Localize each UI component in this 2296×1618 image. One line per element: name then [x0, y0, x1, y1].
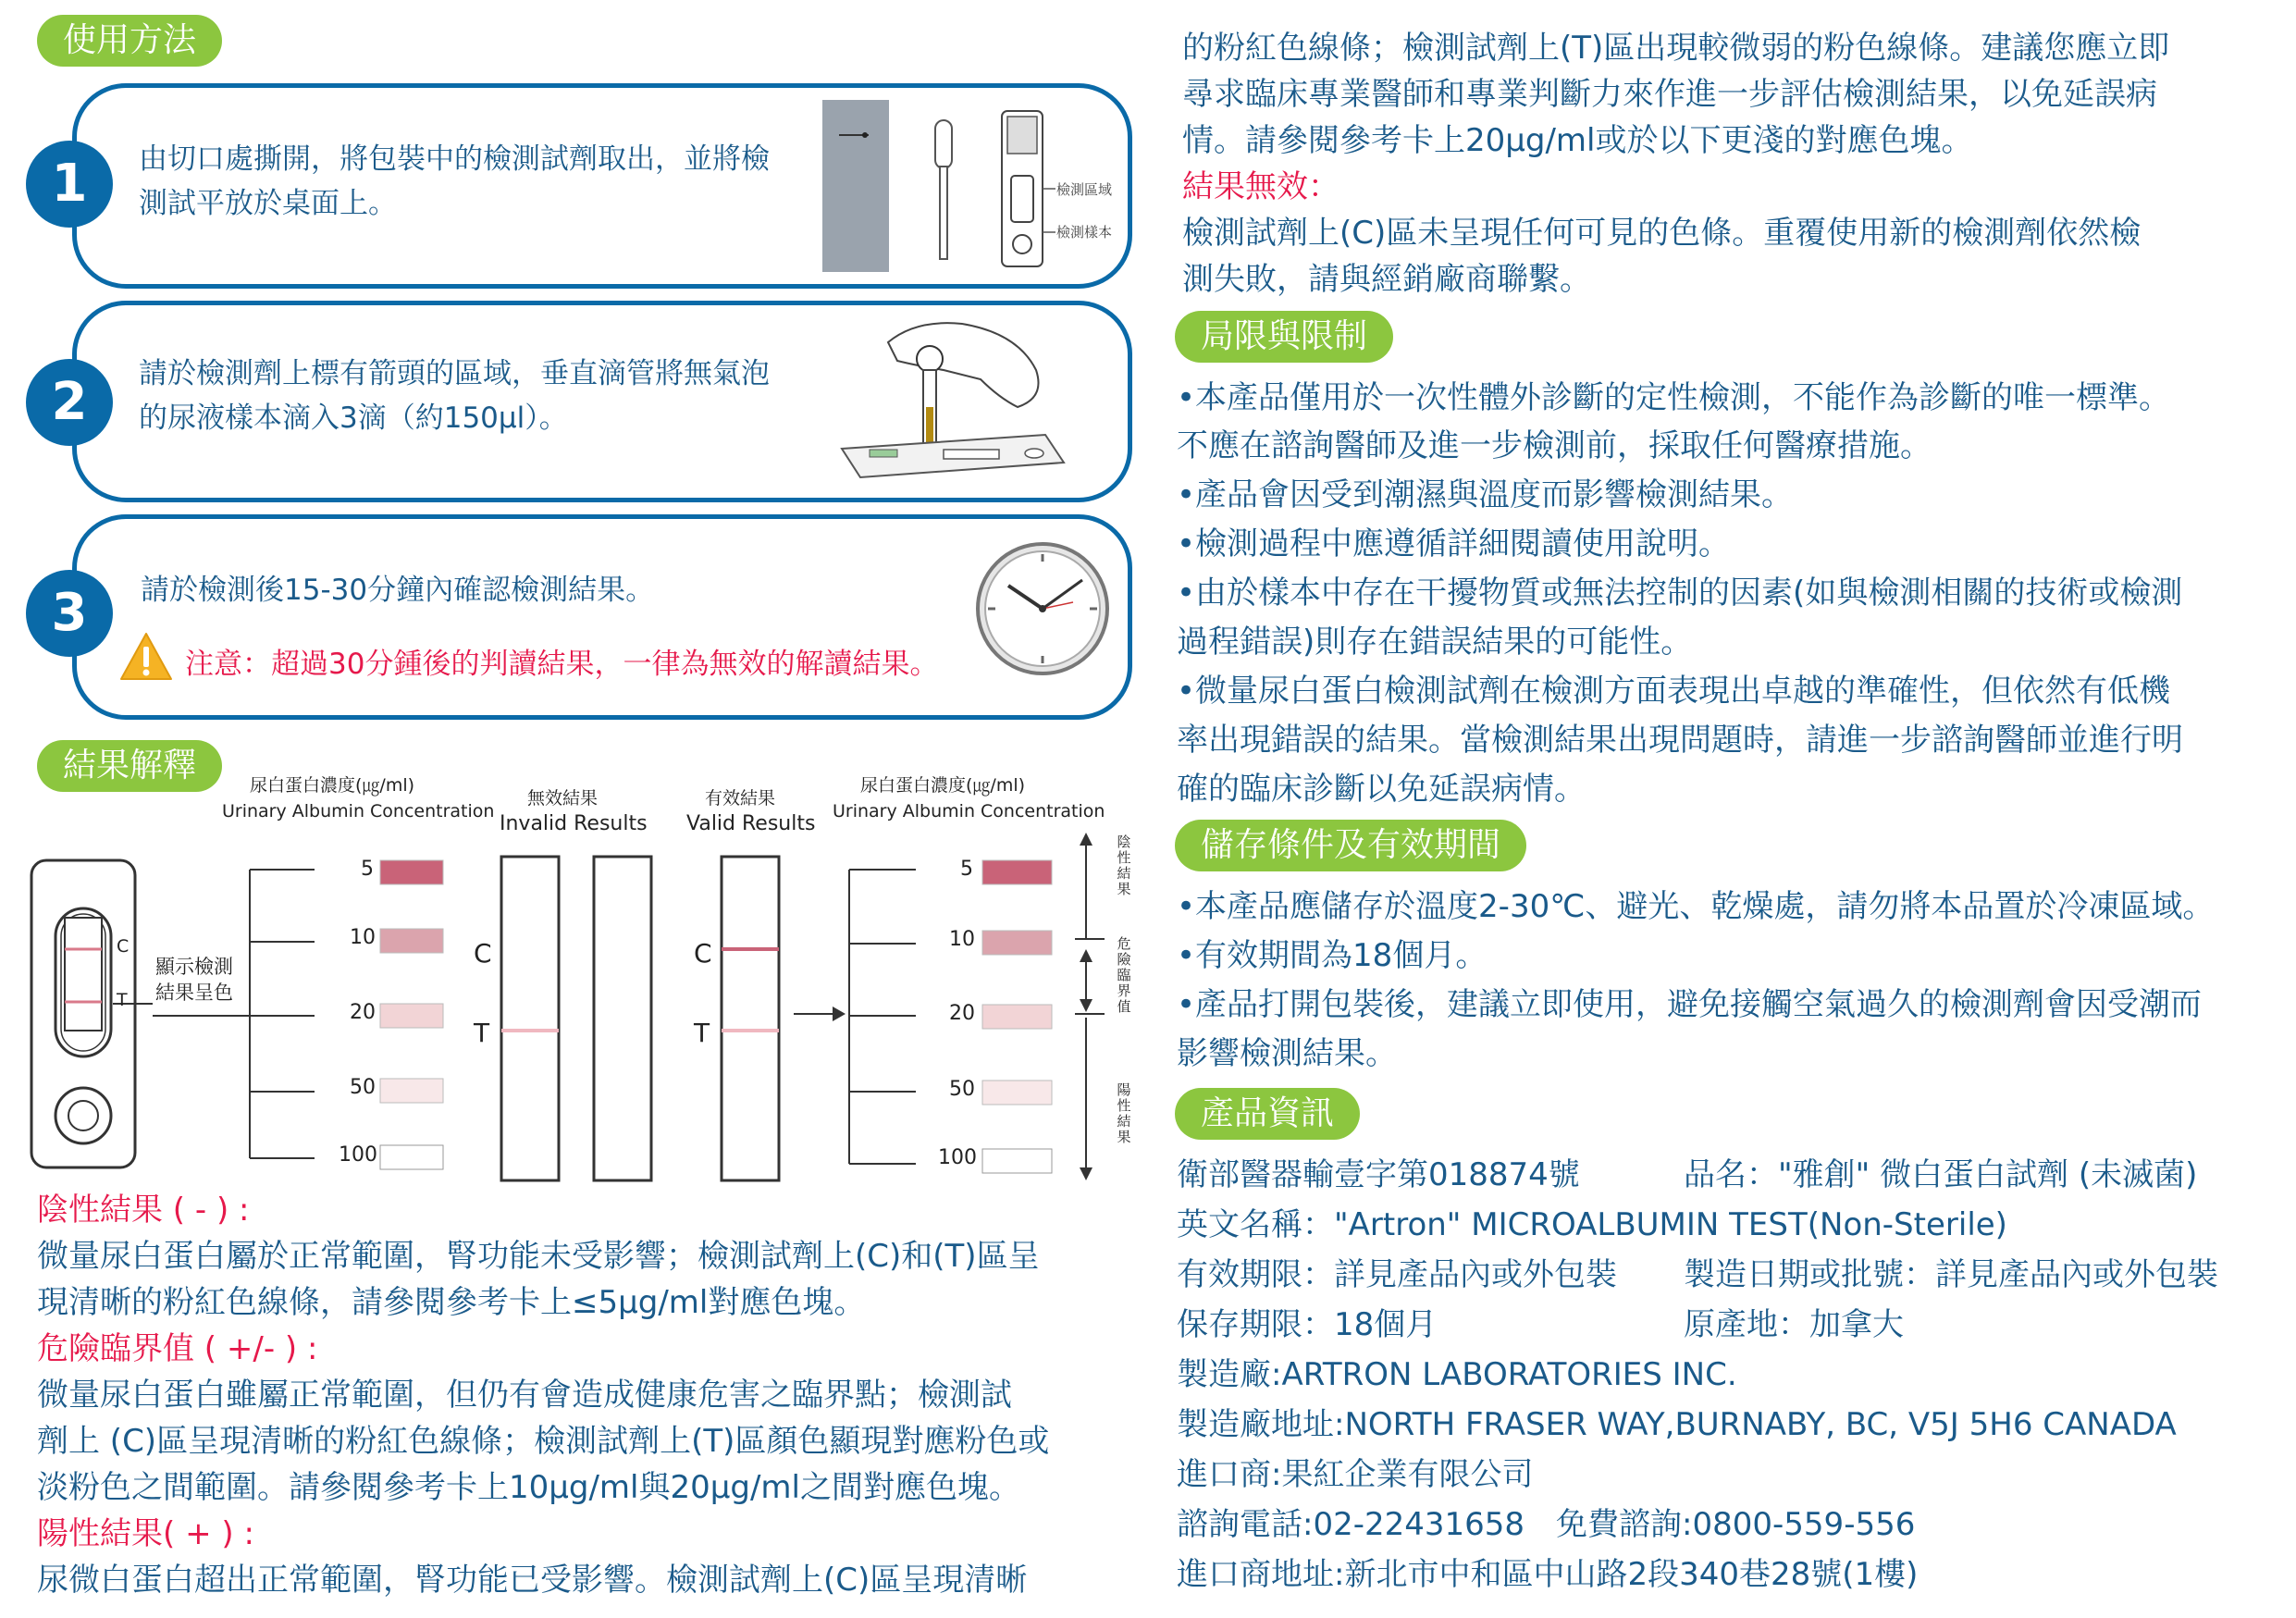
valid-c: C [694, 938, 712, 969]
step-2-illustration [833, 315, 1101, 490]
positive-vertical-label: 陽 性 結 果 [1117, 1081, 1131, 1145]
step-3-number: 3 [26, 570, 113, 657]
negative-line-2: 現清晰的粉紅色線條，請參閱參考卡上≤5μg/ml對應色塊。 [37, 1284, 866, 1321]
storage-line-1: •本產品應儲存於溫度2-30℃、避光、乾燥處，請勿將本品置於冷凍區域。 [1177, 888, 2215, 925]
interpretation-diagram [28, 833, 1156, 1184]
limitation-line-2: 不應在諮詢醫師及進一步檢測前，採取任何醫療措施。 [1177, 427, 1932, 464]
left-scale-100: 100 [339, 1143, 377, 1167]
positive-cont-line-1: 的粉紅色線條；檢測試劑上(T)區出現較微弱的粉色線條。建議您應立即 [1182, 30, 2170, 67]
product-name: 品名："雅創" 微白蛋白試劑 (未滅菌) [1684, 1156, 2198, 1193]
section-storage: 儲存條件及有效期間 [1175, 820, 1526, 871]
storage-line-2: •有效期間為18個月。 [1177, 937, 1487, 974]
step-1-text-line-1: 由切口處撕開，將包裝中的檢測試劑取出，並將檢 [139, 142, 770, 176]
invalid-en: Invalid Results [500, 812, 648, 835]
invalid-line-1: 檢測試劑上(C)區未呈現任何可見的色條。重覆使用新的檢測劑依然檢 [1182, 215, 2142, 252]
invalid-c: C [474, 938, 492, 969]
warning-icon [118, 631, 174, 683]
limitation-line-3: •產品會因受到潮濕與溫度而影響檢測結果。 [1177, 476, 1794, 513]
step-2-text-line-1: 請於檢測劑上標有箭頭的區域，垂直滴管將無氣泡 [139, 357, 770, 390]
critical-line-1: 微量尿白蛋白雖屬正常範圍，但仍有會造成健康危害之臨界點；檢測試 [37, 1377, 1012, 1414]
critical-vertical-label: 危 險 臨 界 值 [1117, 935, 1131, 1015]
limitation-line-1: •本產品僅用於一次性體外診斷的定性檢測，不能作為診斷的唯一標準。 [1177, 379, 2171, 416]
product-phone: 諮詢電話:02-22431658 免費諮詢:0800-559-556 [1177, 1506, 1916, 1543]
valid-t: T [694, 1018, 710, 1048]
positive-title: 陽性結果( + ) : [37, 1515, 254, 1552]
step-1-text-line-2: 測試平放於桌面上。 [139, 187, 397, 220]
critical-line-2: 劑上 (C)區呈現清晰的粉紅色線條；檢測試劑上(T)區顏色顯現對應粉色或 [37, 1423, 1050, 1460]
show-label-1: 顯示檢測 [155, 956, 233, 978]
right-scale-100: 100 [938, 1146, 977, 1169]
step-2-number: 2 [26, 359, 113, 446]
left-scale-20: 20 [350, 1001, 376, 1024]
section-limitations: 局限與限制 [1175, 311, 1393, 363]
left-scale-10: 10 [350, 926, 376, 949]
clock-icon [973, 539, 1112, 678]
negative-line-1: 微量尿白蛋白屬於正常範圍，腎功能未受影響；檢測試劑上(C)和(T)區呈 [37, 1238, 1040, 1275]
step-3-text-line-1: 請於檢測後15-30分鐘內確認檢測結果。 [141, 574, 655, 607]
cassette-t: T [117, 990, 128, 1010]
right-scale-5: 5 [960, 858, 973, 881]
critical-line-3: 淡粉色之間範圍。請參閱參考卡上10μg/ml與20μg/ml之間對應色塊。 [37, 1469, 1020, 1506]
product-importer: 進口商:果紅企業有限公司 [1177, 1456, 1534, 1493]
product-importer-address: 進口商地址:新北市中和區中山路2段340巷28號(1樓) [1177, 1556, 1919, 1593]
right-conc-en: Urinary Albumin Concentration [833, 801, 1105, 821]
limitation-line-7: •微量尿白蛋白檢測試劑在檢測方面表現出卓越的準確性，但依然有低機 [1177, 673, 2171, 710]
invalid-title: 結果無效： [1182, 168, 1339, 205]
negative-vertical-label: 陰 性 結 果 [1117, 834, 1131, 897]
left-conc-en: Urinary Albumin Concentration [222, 801, 495, 821]
limitation-line-4: •檢測過程中應遵循詳細閱讀使用說明。 [1177, 525, 1731, 562]
left-conc-zh: 尿白蛋白濃度(㎍/ml) [250, 775, 415, 796]
limitation-line-6: 過程錯誤)則存在錯誤結果的可能性。 [1177, 624, 1693, 661]
positive-line-1: 尿微白蛋白超出正常範圍，腎功能已受影響。檢測試劑上(C)區呈現清晰 [37, 1562, 1028, 1599]
product-expiry: 有效期限：詳見產品內或外包裝 [1177, 1256, 1617, 1293]
right-scale-20: 20 [949, 1002, 975, 1025]
right-conc-zh: 尿白蛋白濃度(㎍/ml) [860, 775, 1026, 796]
product-maker-address: 製造廠地址:NORTH FRASER WAY,BURNABY, BC, V5J 5H6 CANADA [1177, 1406, 2177, 1443]
storage-line-4: 影響檢測結果。 [1177, 1035, 1397, 1072]
product-english: 英文名稱："Artron" MICROALBUMIN TEST(Non-Sterile) [1177, 1206, 2007, 1243]
step-2-text-line-2: 的尿液樣本滴入3滴（約150μl）。 [139, 401, 568, 435]
right-scale-10: 10 [949, 928, 975, 951]
product-license: 衛部醫器輸壹字第018874號 [1177, 1156, 1580, 1193]
section-product-info: 產品資訊 [1175, 1088, 1360, 1140]
valid-en: Valid Results [686, 812, 816, 835]
negative-title: 陰性結果 ( - ) : [37, 1192, 250, 1229]
section-usage: 使用方法 [37, 15, 222, 67]
product-origin: 原產地：加拿大 [1684, 1306, 1904, 1343]
storage-line-3: •產品打開包裝後，建議立即使用，避免接觸空氣過久的檢測劑會因受潮而 [1177, 986, 2203, 1023]
invalid-line-2: 測失敗，請與經銷廠商聯繫。 [1182, 261, 1591, 298]
label-detection-area: 檢測區域 [1056, 181, 1113, 198]
show-label-2: 結果呈色 [155, 982, 233, 1004]
valid-zh: 有效結果 [705, 788, 776, 809]
step-1-number: 1 [26, 141, 113, 228]
section-interpretation: 結果解釋 [37, 740, 222, 792]
limitation-line-5: •由於樣本中存在干擾物質或無法控制的因素(如與檢測相關的技術或檢測 [1177, 574, 2183, 611]
limitation-line-8: 率出現錯誤的結果。當檢測結果出現問題時，請進一步諮詢醫師並進行明 [1177, 722, 2183, 759]
limitation-line-9: 確的臨床診斷以免延誤病情。 [1177, 771, 1586, 808]
left-scale-5: 5 [361, 858, 374, 881]
right-scale-50: 50 [949, 1078, 975, 1101]
invalid-zh: 無效結果 [527, 788, 599, 809]
label-sample: 檢測樣本 [1056, 224, 1113, 241]
invalid-t: T [474, 1018, 490, 1048]
product-maker: 製造廠:ARTRON LABORATORIES INC. [1177, 1356, 1737, 1393]
product-shelf: 保存期限：18個月 [1177, 1306, 1438, 1343]
cassette-c: C [117, 936, 130, 957]
positive-cont-line-3: 情。請參閱參考卡上20μg/ml或於以下更淺的對應色塊。 [1182, 122, 1973, 159]
critical-title: 危險臨界值 ( +/- ) : [37, 1330, 318, 1367]
step-3-warning: 注意：超過30分鍾後的判讀結果，一律為無效的解讀結果。 [185, 648, 939, 681]
positive-cont-line-2: 尋求臨床專業醫師和專業判斷力來作進一步評估檢測結果，以免延誤病 [1182, 76, 2157, 113]
product-batch: 製造日期或批號：詳見產品內或外包裝 [1684, 1256, 2218, 1293]
left-scale-50: 50 [350, 1076, 376, 1099]
